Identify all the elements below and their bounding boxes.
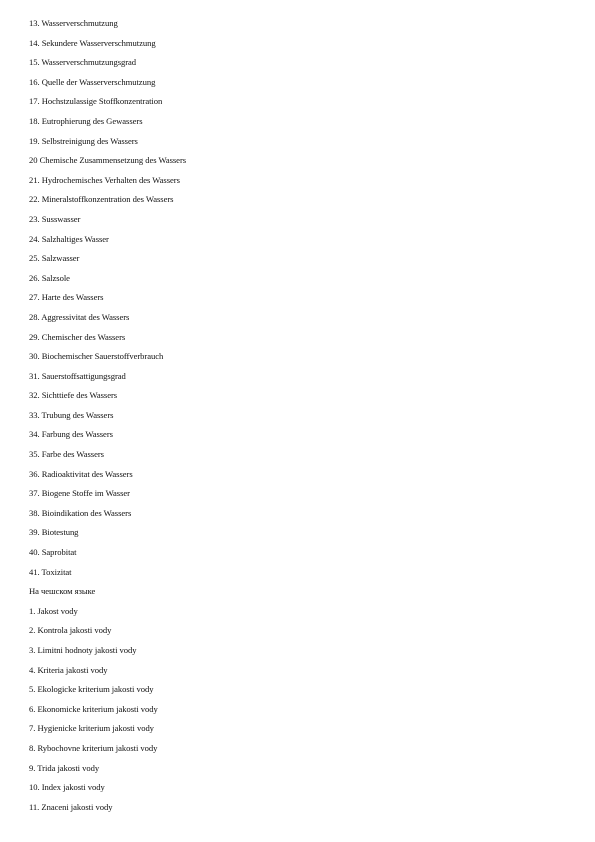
list-item: 9. Trida jakosti vody [29,762,100,773]
list-item: 34. Farbung des Wassers [29,429,113,440]
list-item: 39. Biotestung [29,527,79,538]
list-item: 14. Sekundere Wasserverschmutzung [29,37,156,48]
list-item: 5. Ekologicke kriterium jakosti vody [29,684,154,695]
list-item: 35. Farbe des Wassers [29,449,104,460]
list-item: 24. Salzhaltiges Wasser [29,233,109,244]
list-item: 38. Bioindikation des Wassers [29,507,132,518]
term-list [29,16,569,819]
list-item: 22. Mineralstoffkonzentration des Wassers [29,194,174,205]
list-item: 13. Wasserverschmutzung [29,18,118,28]
list-item: 37. Biogene Stoffe im Wasser [29,488,130,499]
list-item: 25. Salzwasser [29,253,80,264]
list-item: 36. Radioaktivitat des Wassers [29,468,133,479]
list-item: 29. Chemischer des Wassers [29,331,126,342]
list-item: 7. Hygienicke kriterium jakosti vody [29,723,154,734]
list-item: 17. Hochstzulassige Stoffkonzentration [29,96,163,107]
list-item: 26. Salzsole [29,272,70,283]
list-item: 41. Toxizitat [29,566,72,577]
list-item: 40. Saprobitat [29,547,77,558]
list-item: На чешском языке [29,586,96,597]
list-item: 10. Index jakosti vody [29,782,105,793]
list-item: 15. Wasserverschmutzungsgrad [29,57,137,68]
list-item: 11. Znaceni jakosti vody [29,801,113,812]
list-item: 21. Hydrochemisches Verhalten des Wassers [29,174,180,185]
list-item: 19. Selbstreinigung des Wassers [29,135,138,146]
list-item: 8. Rybochovne kriterium jakosti vody [29,742,158,753]
list-item: 2. Kontrola jakosti vody [29,625,112,636]
list-item: 33. Trubung des Wassers [29,409,114,420]
list-item: 32. Sichttiefe des Wassers [29,390,118,401]
list-item: 27. Harte des Wassers [29,292,104,303]
list-item: 3. Limitni hodnoty jakosti vody [29,645,137,655]
list-item: 31. Sauerstoffsattigungsgrad [29,370,126,381]
list-item: 18. Eutrophierung des Gewassers [29,115,143,126]
list-item: 4. Kriteria jakosti vody [29,664,108,675]
list-item: 23. Susswasser [29,213,81,224]
list-item: 20 Chemische Zusammensetzung des Wassers [29,155,187,166]
list-item: 30. Biochemischer Sauerstoffverbrauch [29,351,164,362]
list-item: 16. Quelle der Wasserverschmutzung [29,76,156,87]
list-item: 28. Aggressivitat des Wassers [29,311,130,322]
list-item: 6. Ekonomicke kriterium jakosti vody [29,703,158,714]
list-item: 1. Jakost vody [29,605,78,616]
